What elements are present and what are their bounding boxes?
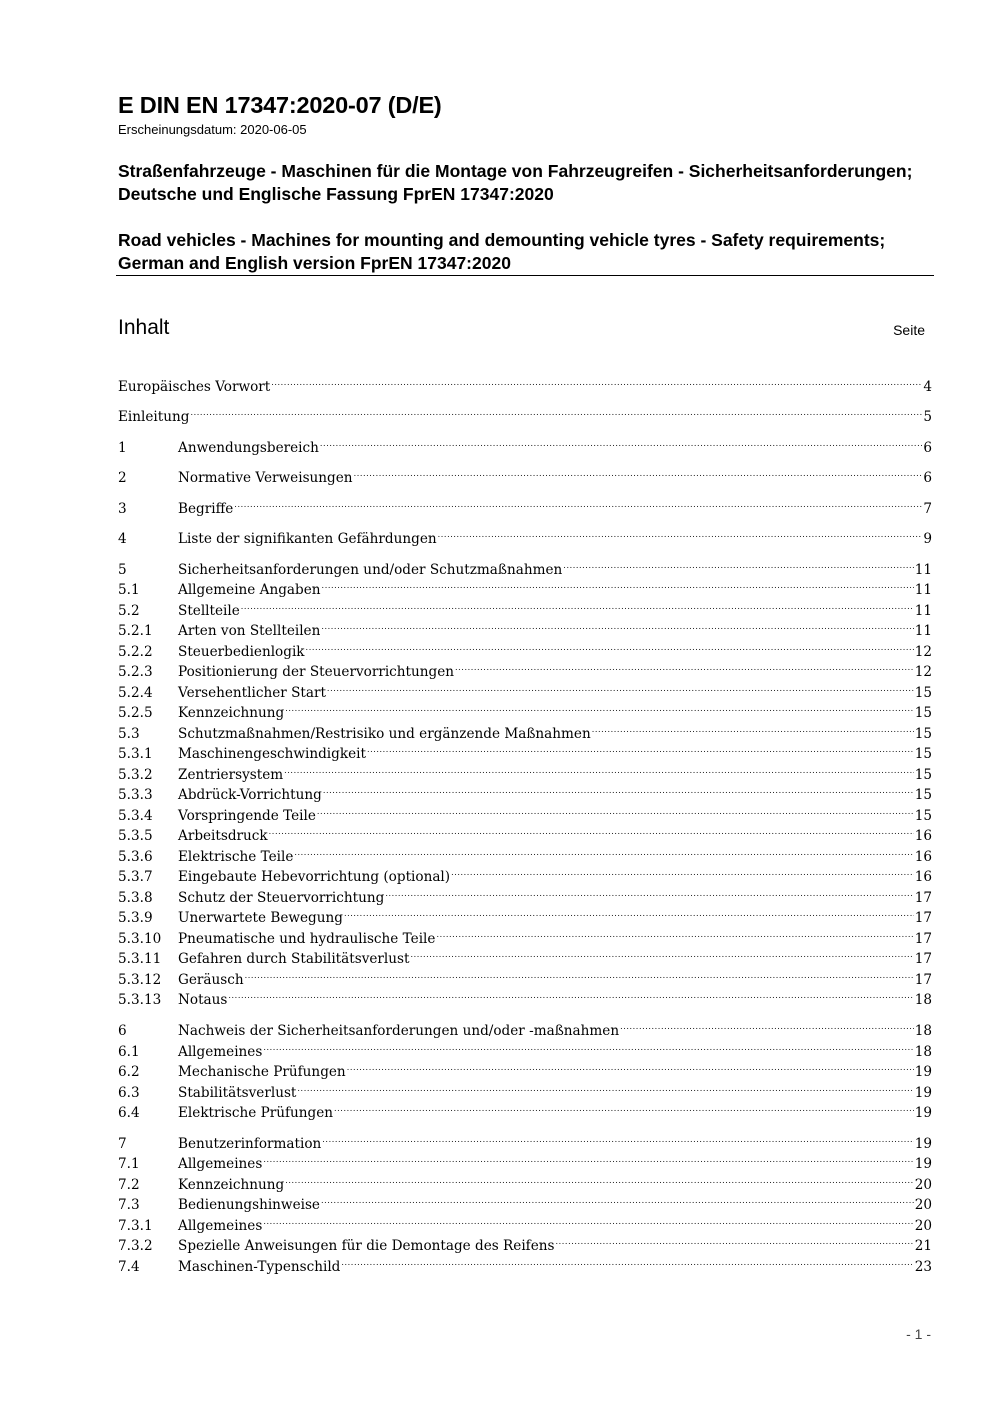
- toc-dot-leader: [263, 1035, 913, 1056]
- toc-entry-page: 15: [914, 767, 932, 783]
- toc-dot-leader: [563, 553, 913, 574]
- toc-entry-label: Unerwartete Bewegung: [178, 910, 343, 926]
- toc-dot-leader: [271, 370, 922, 391]
- toc-entry-page: 19: [914, 1136, 932, 1152]
- toc-entry-number: 5.3.9: [118, 910, 153, 926]
- toc-entry[interactable]: [118, 573, 932, 598]
- toc-entry[interactable]: [118, 676, 932, 701]
- toc-dot-leader: [354, 461, 923, 482]
- toc-entry-label: Elektrische Teile: [178, 849, 294, 865]
- toc-entry-label: Arbeitsdruck: [178, 828, 268, 844]
- toc-entry-page: 23: [914, 1259, 932, 1275]
- toc-entry-page: 7: [923, 501, 932, 517]
- toc-dot-leader: [317, 799, 914, 820]
- toc-entry-label: Europäisches Vorwort: [118, 379, 271, 395]
- toc-entry-page: 19: [914, 1064, 932, 1080]
- toc-entry-page: 15: [914, 746, 932, 762]
- toc-entry-page: 17: [914, 931, 932, 947]
- toc-entry-number: 5.2: [118, 603, 140, 619]
- toc-entry-number: 5.2.5: [118, 705, 153, 721]
- toc-dot-leader: [620, 1014, 914, 1035]
- toc-entry-number: 5.3.12: [118, 972, 162, 988]
- toc-entry[interactable]: [118, 1147, 932, 1172]
- toc-entry-number: 6.2: [118, 1064, 140, 1080]
- toc-dot-leader: [321, 614, 913, 635]
- toc-dot-leader: [438, 522, 923, 543]
- toc-entry-page: 16: [914, 849, 932, 865]
- toc-entry[interactable]: [118, 819, 932, 844]
- toc-entry-label: Schutzmaßnahmen/Restrisiko und ergänzende Maßnahmen: [178, 726, 591, 742]
- toc-heading: Inhalt: [118, 316, 170, 339]
- toc-entry-number: 5.3.13: [118, 992, 162, 1008]
- toc-entry[interactable]: [118, 594, 932, 619]
- toc-dot-leader: [228, 983, 913, 1004]
- toc-entry[interactable]: [118, 1055, 932, 1080]
- toc-entry-page: 20: [914, 1197, 932, 1213]
- toc-entry[interactable]: [118, 522, 932, 547]
- toc-entry-page: 18: [914, 992, 932, 1008]
- toc-entry-number: 2: [118, 470, 127, 486]
- toc-entry[interactable]: [118, 860, 932, 885]
- toc-entry[interactable]: [118, 431, 932, 456]
- toc-entry-label: Eingebaute Hebevorrichtung (optional): [178, 869, 451, 885]
- toc-entry-number: 7.2: [118, 1177, 140, 1193]
- toc-page-column-label: Seite: [893, 322, 925, 338]
- toc-dot-leader: [269, 819, 914, 840]
- toc-entry-label: Abdrück-Vorrichtung: [178, 787, 322, 803]
- toc-dot-leader: [385, 881, 913, 902]
- toc-entry-label: Sicherheitsanforderungen und/oder Schutzmaßnahmen: [178, 562, 563, 578]
- toc-entry[interactable]: [118, 1229, 932, 1254]
- toc-entry-label: Vorspringende Teile: [178, 808, 316, 824]
- toc-entry[interactable]: [118, 635, 932, 660]
- toc-entry[interactable]: [118, 1209, 932, 1234]
- english-title: Road vehicles - Machines for mounting and demounting vehicle tyres - Safety requirements; German and English version FprEN 17347:2020: [118, 230, 886, 273]
- toc-dot-leader: [306, 635, 914, 656]
- toc-entry[interactable]: [118, 614, 932, 639]
- toc-entry-label: Begriffe: [178, 501, 234, 517]
- toc-entry-number: 5.3.5: [118, 828, 153, 844]
- toc-dot-leader: [321, 1188, 914, 1209]
- toc-entry-number: 5.3.8: [118, 890, 153, 906]
- toc-entry[interactable]: [118, 1127, 932, 1152]
- toc-entry-label: Allgemeines: [178, 1218, 263, 1234]
- toc-entry-label: Benutzerinformation: [178, 1136, 322, 1152]
- toc-entry-number: 5.3.2: [118, 767, 153, 783]
- toc-entry-label: Maschinen-Typenschild: [178, 1259, 341, 1275]
- toc-dot-leader: [455, 655, 914, 676]
- toc-entry[interactable]: [118, 1035, 932, 1060]
- toc-entry-label: Kennzeichnung: [178, 1177, 285, 1193]
- title-divider: [116, 275, 934, 276]
- toc-entry-number: 5.3.4: [118, 808, 153, 824]
- toc-entry-page: 15: [914, 787, 932, 803]
- toc-dot-leader: [322, 573, 914, 594]
- toc-entry-number: 6.1: [118, 1044, 140, 1060]
- toc-entry[interactable]: [118, 1188, 932, 1213]
- toc-entry-page: 4: [923, 379, 932, 395]
- toc-entry-number: 6: [118, 1023, 127, 1039]
- toc-entry[interactable]: [118, 370, 932, 395]
- toc-entry-page: 11: [914, 562, 932, 578]
- toc-entry[interactable]: [118, 901, 932, 926]
- toc-entry-label: Normative Verweisungen: [178, 470, 353, 486]
- toc-entry-page: 17: [914, 910, 932, 926]
- toc-entry-number: 5.2.1: [118, 623, 153, 639]
- toc-dot-leader: [263, 1209, 913, 1230]
- toc-entry-page: 16: [914, 869, 932, 885]
- toc-dot-leader: [241, 594, 914, 615]
- toc-entry-label: Elektrische Prüfungen: [178, 1105, 334, 1121]
- toc-entry-label: Arten von Stellteilen: [178, 623, 321, 639]
- toc-entry-page: 19: [914, 1085, 932, 1101]
- toc-entry[interactable]: [118, 1250, 932, 1275]
- toc-entry-number: 5.3.11: [118, 951, 162, 967]
- toc-entry-label: Steuerbedienlogik: [178, 644, 305, 660]
- toc-entry-page: 16: [914, 828, 932, 844]
- toc-entry[interactable]: [118, 1168, 932, 1193]
- toc-entry[interactable]: [118, 400, 932, 425]
- toc-entry-label: Notaus: [178, 992, 228, 1008]
- toc-entry[interactable]: [118, 737, 932, 762]
- toc-dot-leader: [234, 492, 922, 513]
- toc-dot-leader: [367, 737, 914, 758]
- toc-dot-leader: [285, 1168, 913, 1189]
- toc-entry-number: 5.2.3: [118, 664, 153, 680]
- toc-entry-label: Spezielle Anweisungen für die Demontage des Reifens: [178, 1238, 555, 1254]
- toc-entry-label: Stellteile: [178, 603, 240, 619]
- toc-entry-number: 5.1: [118, 582, 140, 598]
- toc-entry-number: 5: [118, 562, 127, 578]
- toc-entry-number: 1: [118, 440, 127, 456]
- german-title: Straßenfahrzeuge - Maschinen für die Montage von Fahrzeugreifen - Sicherheitsanforderungen; Deutsche und Englische Fassung FprEN 17347:2020: [118, 161, 913, 204]
- toc-entry-number: 7.1: [118, 1156, 140, 1172]
- toc-entry-number: 5.3.3: [118, 787, 153, 803]
- toc-dot-leader: [327, 676, 914, 697]
- toc-entry-label: Stabilitätsverlust: [178, 1085, 297, 1101]
- toc-entry-number: 5.2.4: [118, 685, 153, 701]
- toc-dot-leader: [556, 1229, 914, 1250]
- toc-entry-label: Mechanische Prüfungen: [178, 1064, 346, 1080]
- toc-entry-page: 19: [914, 1105, 932, 1121]
- toc-entry-label: Zentriersystem: [178, 767, 284, 783]
- toc-entry[interactable]: [118, 758, 932, 783]
- toc-entry[interactable]: [118, 840, 932, 865]
- publication-date: Erscheinungsdatum: 2020-06-05: [118, 122, 307, 137]
- toc-entry-label: Einleitung: [118, 409, 190, 425]
- toc-entry[interactable]: [118, 881, 932, 906]
- toc-entry-number: 7.3: [118, 1197, 140, 1213]
- toc-entry-label: Geräusch: [178, 972, 244, 988]
- toc-entry-label: Schutz der Steuervorrichtung: [178, 890, 385, 906]
- toc-entry[interactable]: [118, 553, 932, 578]
- toc-entry-number: 5.2.2: [118, 644, 153, 660]
- toc-entry-page: 6: [923, 470, 932, 486]
- toc-entry[interactable]: [118, 1096, 932, 1121]
- toc-entry-page: 5: [923, 409, 932, 425]
- toc-dot-leader: [285, 696, 913, 717]
- toc-entry-page: 15: [914, 705, 932, 721]
- toc-entry-number: 5.3.10: [118, 931, 162, 947]
- toc-entry-page: 15: [914, 808, 932, 824]
- toc-entry-label: Nachweis der Sicherheitsanforderungen und/oder -maßnahmen: [178, 1023, 620, 1039]
- toc-entry-label: Allgemeine Angaben: [178, 582, 321, 598]
- toc-entry[interactable]: [118, 942, 932, 967]
- toc-entry[interactable]: [118, 799, 932, 824]
- toc-entry-number: 4: [118, 531, 127, 547]
- toc-dot-leader: [263, 1147, 913, 1168]
- toc-entry-number: 7: [118, 1136, 127, 1152]
- toc-entry-page: 20: [914, 1177, 932, 1193]
- toc-entry-label: Kennzeichnung: [178, 705, 285, 721]
- toc-entry[interactable]: [118, 983, 932, 1008]
- toc-dot-leader: [451, 860, 914, 881]
- toc-entry-page: 11: [914, 623, 932, 639]
- toc-entry-number: 6.3: [118, 1085, 140, 1101]
- toc-entry-label: Gefahren durch Stabilitätsverlust: [178, 951, 410, 967]
- toc-entry-label: Versehentlicher Start: [178, 685, 326, 701]
- toc-entry-number: 7.3.1: [118, 1218, 153, 1234]
- document-id: E DIN EN 17347:2020-07 (D/E): [118, 92, 442, 118]
- toc-entry[interactable]: [118, 717, 932, 742]
- toc-dot-leader: [334, 1096, 914, 1117]
- toc-dot-leader: [190, 400, 922, 421]
- toc-dot-leader: [436, 922, 913, 943]
- toc-entry-label: Allgemeines: [178, 1044, 263, 1060]
- toc-entry-number: 5.3: [118, 726, 140, 742]
- toc-entry-label: Anwendungsbereich: [178, 440, 319, 456]
- toc-entry-page: 20: [914, 1218, 932, 1234]
- toc-dot-leader: [322, 1127, 913, 1148]
- page-number: - 1 -: [906, 1326, 931, 1342]
- toc-dot-leader: [245, 963, 914, 984]
- toc-entry-page: 11: [914, 582, 932, 598]
- toc-entry[interactable]: [118, 655, 932, 680]
- toc-dot-leader: [320, 431, 922, 452]
- toc-entry-page: 21: [914, 1238, 932, 1254]
- toc-entry-page: 15: [914, 685, 932, 701]
- toc-entry[interactable]: [118, 1014, 932, 1039]
- toc-entry-page: 12: [914, 664, 932, 680]
- toc-entry[interactable]: [118, 922, 932, 947]
- toc-dot-leader: [284, 758, 914, 779]
- toc-entry-number: 3: [118, 501, 127, 517]
- toc-entry-page: 18: [914, 1044, 932, 1060]
- toc-entry-page: 6: [923, 440, 932, 456]
- toc-entry-page: 9: [923, 531, 932, 547]
- toc-entry-number: 5.3.6: [118, 849, 153, 865]
- toc-entry[interactable]: [118, 963, 932, 988]
- toc-dot-leader: [347, 1055, 914, 1076]
- toc-entry-number: 7.4: [118, 1259, 140, 1275]
- toc-entry-label: Pneumatische und hydraulische Teile: [178, 931, 436, 947]
- toc-entry-label: Bedienungshinweise: [178, 1197, 320, 1213]
- toc-entry-page: 18: [914, 1023, 932, 1039]
- toc-entry[interactable]: [118, 461, 932, 486]
- toc-entry-page: 12: [914, 644, 932, 660]
- toc-entry-page: 17: [914, 890, 932, 906]
- toc-entry[interactable]: [118, 778, 932, 803]
- toc-entry[interactable]: [118, 492, 932, 517]
- toc-entry-number: 7.3.2: [118, 1238, 153, 1254]
- toc-entry-number: 5.3.7: [118, 869, 153, 885]
- toc-dot-leader: [341, 1250, 913, 1271]
- toc-entry-label: Maschinengeschwindigkeit: [178, 746, 366, 762]
- toc-entry-page: 17: [914, 972, 932, 988]
- toc-entry[interactable]: [118, 1076, 932, 1101]
- toc-dot-leader: [297, 1076, 913, 1097]
- toc-entry-number: 6.4: [118, 1105, 140, 1121]
- toc-entry-page: 17: [914, 951, 932, 967]
- toc-entry-label: Positionierung der Steuervorrichtungen: [178, 664, 455, 680]
- toc-entry-page: 15: [914, 726, 932, 742]
- toc-entry-label: Allgemeines: [178, 1156, 263, 1172]
- toc-dot-leader: [344, 901, 914, 922]
- toc-dot-leader: [410, 942, 913, 963]
- toc-dot-leader: [592, 717, 914, 738]
- toc-entry-number: 5.3.1: [118, 746, 153, 762]
- toc-dot-leader: [294, 840, 913, 861]
- toc-entry[interactable]: [118, 696, 932, 721]
- toc-entry-label: Liste der signifikanten Gefährdungen: [178, 531, 437, 547]
- toc-dot-leader: [323, 778, 914, 799]
- toc-entry-page: 19: [914, 1156, 932, 1172]
- toc-entry-page: 11: [914, 603, 932, 619]
